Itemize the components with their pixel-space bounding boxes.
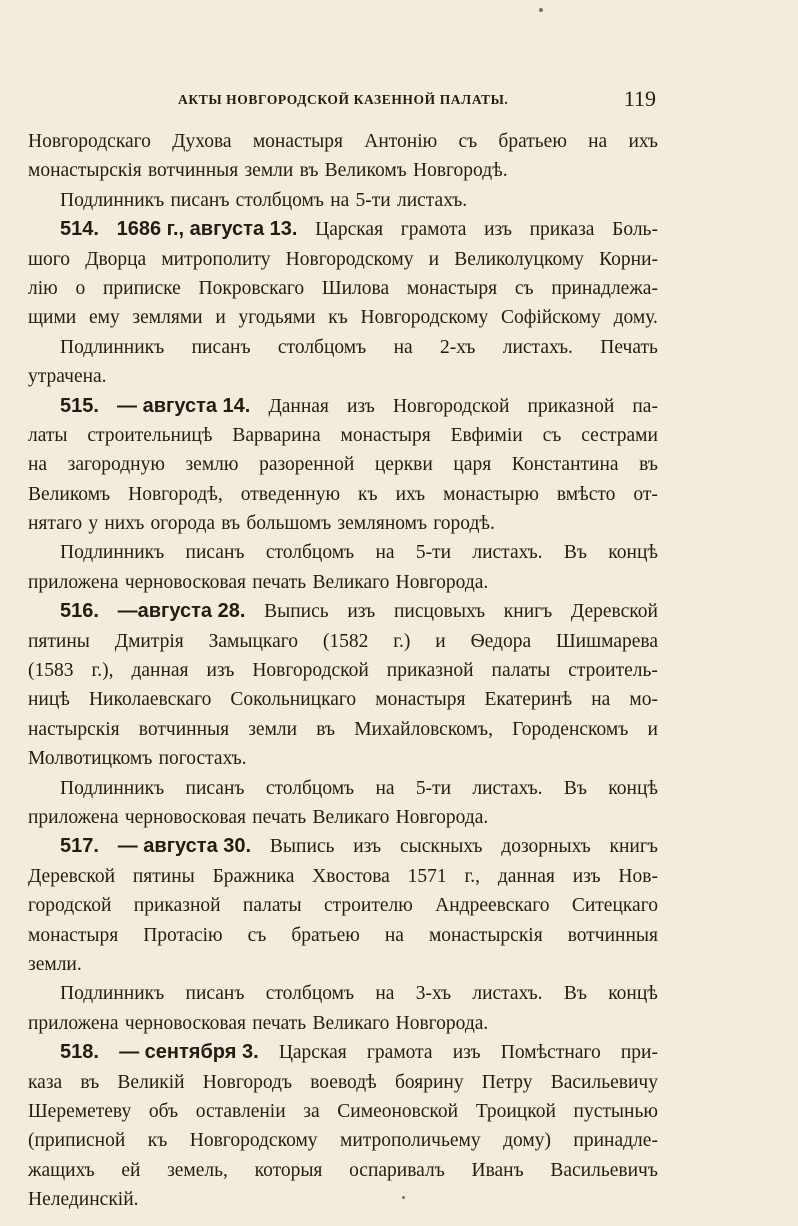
word: Въ [563, 542, 587, 564]
text-line [28, 950, 658, 979]
word: Подлинникъ [60, 189, 165, 211]
word: сестрами [581, 424, 658, 446]
word: земли [244, 160, 294, 182]
word: Екатеринѣ [484, 689, 573, 711]
word: Деревской [28, 865, 116, 887]
word: Константина [511, 454, 619, 476]
word: на [588, 131, 608, 152]
word: жащихъ [28, 1159, 95, 1181]
word: и [428, 248, 440, 270]
word: Подлинникъ [60, 542, 165, 564]
word: Новгородъ [202, 1071, 293, 1093]
text-line [28, 627, 658, 656]
word: къ [358, 483, 378, 505]
word: Новгородской [252, 660, 369, 682]
text-line [28, 421, 658, 450]
word: приказа [529, 219, 595, 241]
text-line [28, 568, 658, 597]
word: на [393, 336, 413, 358]
word: Выпись [269, 836, 335, 858]
word: Шереметеву [28, 1100, 132, 1122]
word: вмѣсто [556, 483, 616, 505]
word: Молвотицкомъ [28, 748, 153, 770]
word: настырскія [28, 718, 120, 740]
word: приложена [28, 571, 119, 593]
word: Новгородѣ, [128, 483, 223, 505]
word: царя [453, 454, 492, 476]
word: Ѳедора [470, 630, 532, 652]
entry-date: — августа 30. [117, 835, 252, 858]
word: Николаевскаго [88, 689, 212, 711]
word: листахъ. [472, 983, 543, 1005]
word: Подлинникъ [60, 983, 165, 1005]
word: монастыря [252, 131, 343, 152]
word: латы [28, 424, 68, 446]
word: писанъ [185, 983, 245, 1005]
word: изъ [346, 395, 375, 417]
word: къ [147, 1130, 168, 1152]
word: столбцомъ [277, 336, 367, 358]
word: земли [248, 718, 298, 740]
word: Подлинникъ [60, 336, 165, 358]
word: на [375, 983, 395, 1005]
word: 1571 [407, 865, 447, 887]
word: вотчинныя [138, 718, 230, 740]
text-line [28, 921, 658, 950]
word: книгъ [609, 836, 658, 858]
word: пятины [132, 865, 195, 887]
word: братьею [291, 924, 360, 946]
word: палаты [242, 895, 302, 917]
word: Новгорода. [395, 571, 489, 593]
word: братьею [498, 131, 567, 152]
entry-date: —августа 28. [117, 600, 246, 623]
word: земли. [28, 953, 82, 975]
word: пустынью [573, 1100, 658, 1122]
text-line [28, 450, 658, 479]
word: земель, [167, 1159, 228, 1181]
word: съ [542, 424, 562, 446]
word: за [303, 1100, 320, 1122]
word: вотчинныя [147, 160, 239, 182]
word: нятаго [28, 513, 83, 535]
word: съ [514, 277, 534, 299]
word: 5-ти [415, 777, 452, 799]
text-line [28, 862, 658, 891]
word: печать [252, 806, 307, 828]
text-line [28, 509, 658, 538]
entry-date: — сентября 3. [119, 1041, 259, 1064]
word: данная [497, 865, 555, 887]
word: и [435, 630, 446, 652]
word: ницѣ [28, 689, 70, 711]
word: огорода [150, 513, 216, 535]
word: приложена [28, 806, 119, 828]
text-line [28, 803, 658, 832]
word: 3-хъ [415, 983, 452, 1005]
word: вотчинныя [567, 924, 658, 946]
word: у [88, 513, 99, 535]
word: монастыря [406, 277, 498, 299]
word: 5-ти [415, 542, 452, 564]
word: Шилова [321, 277, 390, 299]
running-head: АКТЫ НОВГОРОДСКОЙ КАЗЕННОЙ ПАЛАТЫ. [178, 92, 509, 107]
word: Деревской [570, 601, 658, 623]
word: Печать [600, 336, 658, 358]
word: митрополиту [161, 248, 271, 270]
word: листахъ. [472, 542, 543, 564]
word: утрачена. [28, 366, 107, 388]
word: на [375, 777, 395, 799]
word: строительницѣ [87, 424, 213, 446]
word: которыя [254, 1159, 323, 1181]
word: па- [632, 395, 658, 417]
word: писцовыхъ [393, 601, 486, 623]
word: писанъ [185, 542, 245, 564]
text-line [28, 774, 658, 803]
word: Великомъ [324, 160, 407, 182]
text-line [28, 979, 658, 1008]
word: воеводѣ [310, 1071, 377, 1093]
word: Бражника [212, 865, 295, 887]
text-line [28, 127, 658, 156]
word: Данная [268, 395, 329, 417]
word: Новгородскому [189, 1130, 318, 1152]
word: монастырскія [428, 924, 543, 946]
word: на [330, 189, 350, 211]
word: Выпись [264, 601, 329, 623]
word: Антонію [364, 131, 438, 152]
text-line [28, 656, 658, 685]
word: монастырю [443, 483, 539, 505]
word: на [28, 454, 48, 476]
word: г., [464, 865, 481, 887]
word: Нов- [618, 865, 658, 887]
word: большомъ [246, 513, 332, 535]
word: Дворца [85, 248, 147, 270]
word: столбцомъ [265, 777, 355, 799]
word: и [647, 718, 658, 740]
word: изъ [347, 601, 376, 623]
word: грамота [400, 219, 467, 241]
word: (1583 [28, 660, 74, 682]
text-line [28, 1126, 658, 1155]
word: г.), [91, 660, 114, 682]
word: земляномъ [337, 513, 428, 535]
text-line [28, 1185, 658, 1214]
entry-number: 518. [60, 1041, 99, 1064]
word: къ [328, 307, 348, 329]
word: Великомъ [28, 483, 111, 505]
word: концѣ [608, 983, 658, 1005]
word: митрополичьему [340, 1130, 481, 1152]
text-line [28, 1156, 658, 1185]
word: о [75, 277, 86, 299]
word: въ [299, 160, 319, 182]
entry-date: 1686 г., августа 13. [116, 218, 298, 241]
entry-number: 517. [60, 835, 99, 858]
word: Городенскомъ [512, 718, 629, 740]
word: писанъ [185, 777, 245, 799]
word: ей [121, 1159, 141, 1181]
word: Новгородской [392, 395, 510, 417]
entry-first-line [28, 597, 658, 626]
word: загородную [67, 454, 165, 476]
word: Царская [315, 219, 384, 241]
text-line [28, 480, 658, 509]
word: принадлежа- [551, 277, 658, 299]
word: монастырскія [28, 160, 142, 182]
word: строителю [324, 895, 413, 917]
word: въ [80, 1071, 100, 1093]
word: Васильевичъ [550, 1159, 658, 1181]
word: Ситецкаго [571, 895, 658, 917]
word: Новгорода. [395, 1012, 489, 1034]
word: мо- [629, 689, 658, 711]
word: монастыря [28, 924, 119, 946]
word: приказной [527, 395, 615, 417]
word: боярину [394, 1071, 464, 1093]
word: ихъ [628, 131, 658, 152]
text-line [28, 715, 658, 744]
entry-first-line [28, 832, 658, 861]
word: концѣ [608, 542, 658, 564]
word: листахъ. [472, 777, 543, 799]
word: черновосковая [124, 806, 246, 828]
word: Иванъ [471, 1159, 524, 1181]
word: Покровскаго [198, 277, 305, 299]
word: на [375, 542, 395, 564]
word: Андреевскаго [435, 895, 550, 917]
word: объ [148, 1100, 179, 1122]
word: Шишмарева [555, 630, 658, 652]
word: городѣ. [433, 513, 495, 535]
word: книгъ [503, 601, 553, 623]
word: каза [28, 1071, 63, 1093]
page-header [178, 86, 660, 116]
word: дому. [613, 307, 658, 329]
word: палаты [491, 660, 551, 682]
word: оспаривалъ [349, 1159, 445, 1181]
text-line [28, 186, 658, 215]
entry-first-line [28, 1038, 658, 1067]
word: строитель- [568, 660, 658, 682]
word: Въ [563, 983, 587, 1005]
word: приписке [102, 277, 181, 299]
text-line [28, 156, 658, 185]
word: столбцомъ [235, 189, 324, 211]
word: на [591, 689, 611, 711]
word: изъ [353, 836, 382, 858]
text-line [28, 274, 658, 303]
word: Великій [117, 1071, 185, 1093]
word: въ [639, 454, 658, 476]
entry-date: — августа 14. [117, 394, 251, 417]
word: монастыря [375, 689, 466, 711]
word: Протасію [143, 924, 223, 946]
word: землю [185, 454, 239, 476]
entry-number: 515. [60, 394, 99, 417]
word: Духова [172, 131, 232, 152]
word: Софійскому [501, 307, 601, 329]
word: шого [28, 248, 71, 270]
word: Михайловскомъ, [354, 718, 493, 740]
text-line [28, 538, 658, 567]
word: на [384, 924, 404, 946]
paper-speck [539, 8, 543, 12]
word: приказной [386, 660, 474, 682]
word: Великаго [312, 806, 390, 828]
word: печать [252, 1012, 307, 1034]
word: Царская [278, 1042, 347, 1064]
word: писанъ [191, 336, 251, 358]
word: (приписной [28, 1130, 126, 1152]
word: пятины [28, 630, 90, 652]
word: ихъ [395, 483, 426, 505]
word: дому) [503, 1130, 551, 1152]
text-line [28, 303, 658, 332]
word: Новгородскому [360, 307, 489, 329]
entry-number: 516. [60, 600, 99, 623]
word: 2-хъ [440, 336, 476, 358]
text-line [28, 685, 658, 714]
word: данная [131, 660, 189, 682]
word: Помѣстнаго [500, 1042, 601, 1064]
text-line [28, 362, 658, 391]
word: Корни- [599, 248, 658, 270]
word: листахъ. [502, 336, 573, 358]
word: Новгородѣ. [413, 160, 508, 182]
word: оставленіи [195, 1100, 286, 1122]
word: (1582 [322, 630, 369, 652]
word: Симеоновской [337, 1100, 459, 1122]
text-line [28, 891, 658, 920]
word: нихъ [104, 513, 145, 535]
word: Васильевичу [550, 1071, 658, 1093]
entry-number: 514. [60, 218, 99, 241]
word: церкви [374, 454, 433, 476]
word: Новгородскаго [28, 131, 151, 152]
word: погостахъ. [158, 748, 247, 770]
text-line [28, 744, 658, 773]
word: Петру [481, 1071, 533, 1093]
word: Новгорода. [395, 806, 489, 828]
word: дозорныхъ [501, 836, 591, 858]
word: Евфиміи [450, 424, 523, 446]
word: Подлинникъ [60, 777, 165, 799]
word: при- [620, 1042, 658, 1064]
page-number: 119 [623, 86, 656, 111]
word: Въ [563, 777, 587, 799]
word: Варварина [232, 424, 321, 446]
word: черновосковая [124, 1012, 246, 1034]
word: городской [28, 895, 112, 917]
entry-first-line [28, 215, 658, 244]
word: Новгородскому [285, 248, 414, 270]
word: изъ [572, 865, 601, 887]
entry-first-line [28, 392, 658, 421]
word: Сокольницкаго [230, 689, 357, 711]
word: приказной [133, 895, 221, 917]
word: Троицкой [475, 1100, 556, 1122]
word: Великолуцкому [454, 248, 584, 270]
word: 5-ти [355, 189, 391, 211]
word: разоренной [259, 454, 355, 476]
word: изъ [206, 660, 235, 682]
word: угодьями [238, 307, 316, 329]
word: монастыря [340, 424, 431, 446]
word: Нелединскій. [28, 1189, 139, 1211]
word: Дмитрія [114, 630, 184, 652]
word: листахъ. [396, 189, 468, 211]
word: Великаго [312, 571, 390, 593]
text-line [28, 333, 658, 362]
word: изъ [484, 219, 512, 241]
word: землями [132, 307, 203, 329]
body-text [28, 127, 658, 1214]
word: черновосковая [124, 571, 246, 593]
word: концѣ [608, 777, 658, 799]
word: принадле- [573, 1130, 658, 1152]
text-line [28, 1097, 658, 1126]
word: столбцомъ [265, 542, 355, 564]
word: съ [247, 924, 267, 946]
word: приложена [28, 1012, 119, 1034]
word: съ [458, 131, 478, 152]
word: Великаго [312, 1012, 390, 1034]
text-line [28, 1009, 658, 1038]
word: от- [633, 483, 658, 505]
word: Боль- [612, 219, 658, 241]
word: грамота [366, 1042, 433, 1064]
word: ему [88, 307, 120, 329]
word: отведенную [240, 483, 341, 505]
word: въ [316, 718, 336, 740]
word: Хвостова [312, 865, 390, 887]
word: печать [252, 571, 307, 593]
word: щими [28, 307, 77, 329]
word: Замыцкаго [208, 630, 299, 652]
word: писанъ [170, 189, 230, 211]
word: лію [28, 277, 58, 299]
word: столбцомъ [265, 983, 355, 1005]
word: изъ [452, 1042, 481, 1064]
text-line [28, 245, 658, 274]
text-line [28, 1068, 658, 1097]
word: г.) [393, 630, 411, 652]
word: въ [221, 513, 241, 535]
word: сыскныхъ [399, 836, 483, 858]
word: и [215, 307, 226, 329]
